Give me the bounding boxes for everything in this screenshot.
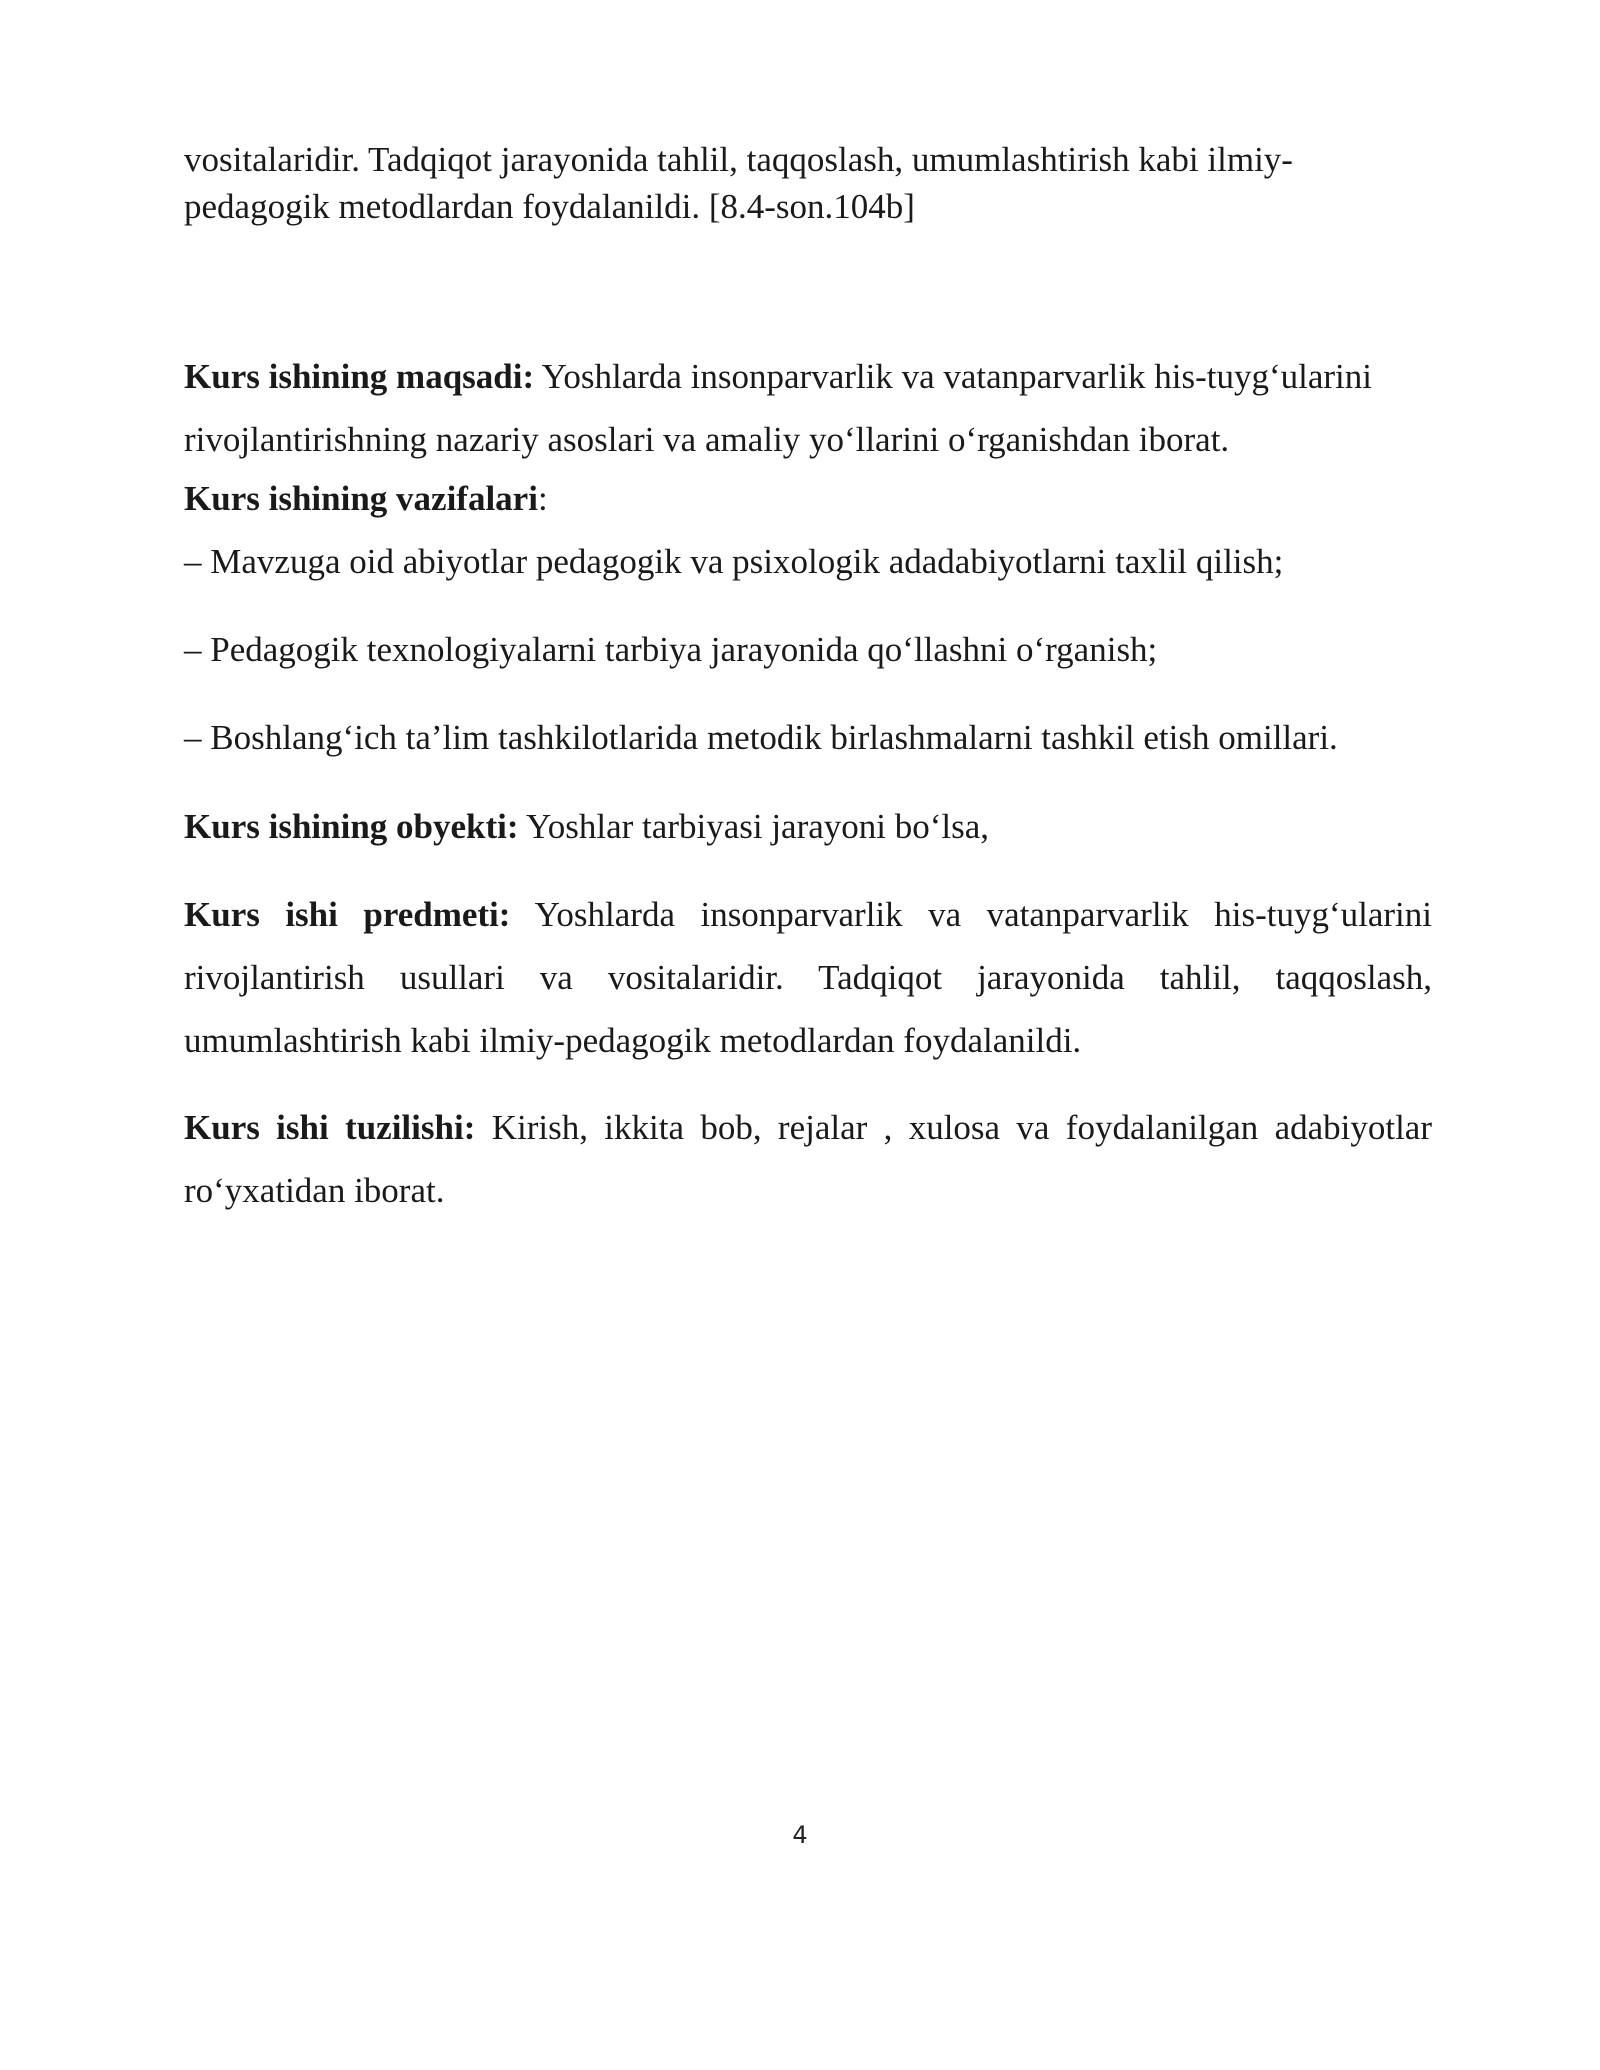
task-item-text: – Boshlang‘ich ta’lim tashkilotlarida metodik birlashmalarni tashkil etish omillari. <box>184 718 1338 757</box>
subject-text: Yoshlarda insonparvarlik va vatanparvarlik his-tuyg‘ularini rivojlantirish usullari va vositalaridir. Tadqiqot jarayonida tahlil, taqqoslash, umumlashtirish kabi ilmiy-pedagogik metodlardan foydalanildi. <box>184 895 1432 1060</box>
structure-label: Kurs ishi tuzilishi: <box>184 1108 476 1147</box>
structure-paragraph <box>184 1096 1432 1222</box>
task-item-text: – Mavzuga oid abiyotlar pedagogik va psixologik adadabiyotlarni taxlil qilish; <box>184 542 1284 581</box>
object-label: Kurs ishining obyekti: <box>184 807 519 846</box>
object-paragraph <box>184 795 1432 858</box>
task-item-2 <box>184 618 1432 681</box>
object-text: Yoshlar tarbiyasi jarayoni bo‘lsa, <box>518 807 990 846</box>
task-item-3 <box>184 706 1432 769</box>
tasks-heading <box>184 467 1432 530</box>
goal-label: Kurs ishining maqsadi: <box>184 357 535 396</box>
tasks-label-suffix: : <box>537 479 548 518</box>
page-number: 4 <box>792 1821 808 1849</box>
goal-text: Yoshlarda insonparvarlik va vatanparvarlik his-tuyg‘ularini rivojlantirishning nazariy asoslari va amaliy yo‘llarini o‘rganishdan iborat. <box>184 357 1372 459</box>
structure-text: Kirish, ikkita bob, rejalar , xulosa va foydalanilgan adabiyotlar ro‘yxatidan iborat. <box>184 1108 1432 1210</box>
task-item-text: – Pedagogik texnologiyalarni tarbiya jarayonida qo‘llashni o‘rganish; <box>184 630 1158 669</box>
subject-label: Kurs ishi predmeti: <box>184 895 511 934</box>
goal-paragraph <box>184 345 1424 471</box>
task-item-1 <box>184 530 1432 593</box>
intro-continuation-paragraph <box>184 136 1424 230</box>
tasks-label: Kurs ishining vazifalari <box>184 479 538 518</box>
intro-continuation-text: vositalaridir. Tadqiqot jarayonida tahlil, taqqoslash, umumlashtirish kabi ilmiy-pedagogik metodlardan foydalanildi. [8.4-son.104b] <box>184 140 1293 226</box>
subject-paragraph <box>184 883 1432 1072</box>
